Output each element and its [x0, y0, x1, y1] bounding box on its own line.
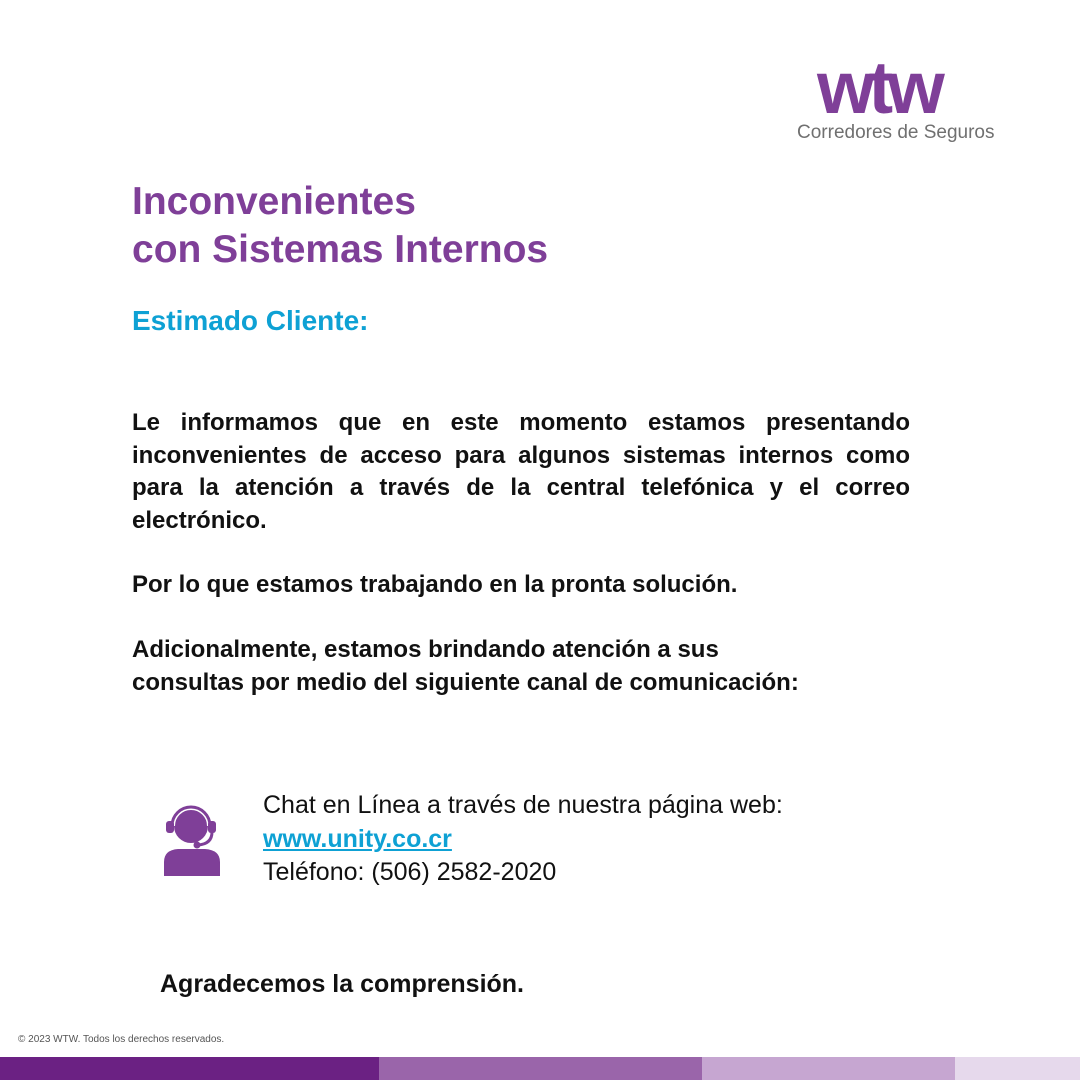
copyright-notice: © 2023 WTW. Todos los derechos reservados. [18, 1034, 225, 1045]
support-agent-icon [160, 804, 226, 876]
logo-tagline: Corredores de Seguros [797, 122, 995, 143]
phone-number: Teléfono: (506) 2582-2020 [263, 858, 557, 886]
channel-paragraph [132, 634, 910, 699]
page-title [132, 178, 548, 274]
solution-paragraph: Por lo que estamos trabajando en la pronta solución. [132, 571, 738, 598]
notice-paragraph: Le informamos que en este momento estamos presentando inconvenientes de acceso para algunos sistemas internos como para la atención a través de la central telefónica y el correo electrónico. [132, 409, 910, 534]
footer-segment-3 [702, 1057, 955, 1080]
title-line-1: Inconvenientes [132, 180, 416, 223]
title-line-2: con Sistemas Internos [132, 228, 549, 271]
footer-segment-2 [379, 1057, 702, 1080]
channel-line-1: Adicionalmente, estamos brindando atención a sus [132, 636, 719, 663]
footer-color-bar [0, 1057, 1080, 1080]
website-link[interactable]: www.unity.co.cr [263, 824, 452, 853]
greeting: Estimado Cliente: [132, 305, 369, 336]
closing-text: Agradecemos la comprensión. [160, 970, 525, 998]
footer-segment-4 [955, 1057, 1080, 1080]
footer-segment-1 [0, 1057, 379, 1080]
channel-line-2: consultas por medio del siguiente canal de comunicación: [132, 668, 799, 696]
contact-info [263, 789, 783, 890]
logo-wordmark: wtw [817, 46, 939, 129]
chat-label: Chat en Línea a través de nuestra página web: [263, 791, 783, 819]
